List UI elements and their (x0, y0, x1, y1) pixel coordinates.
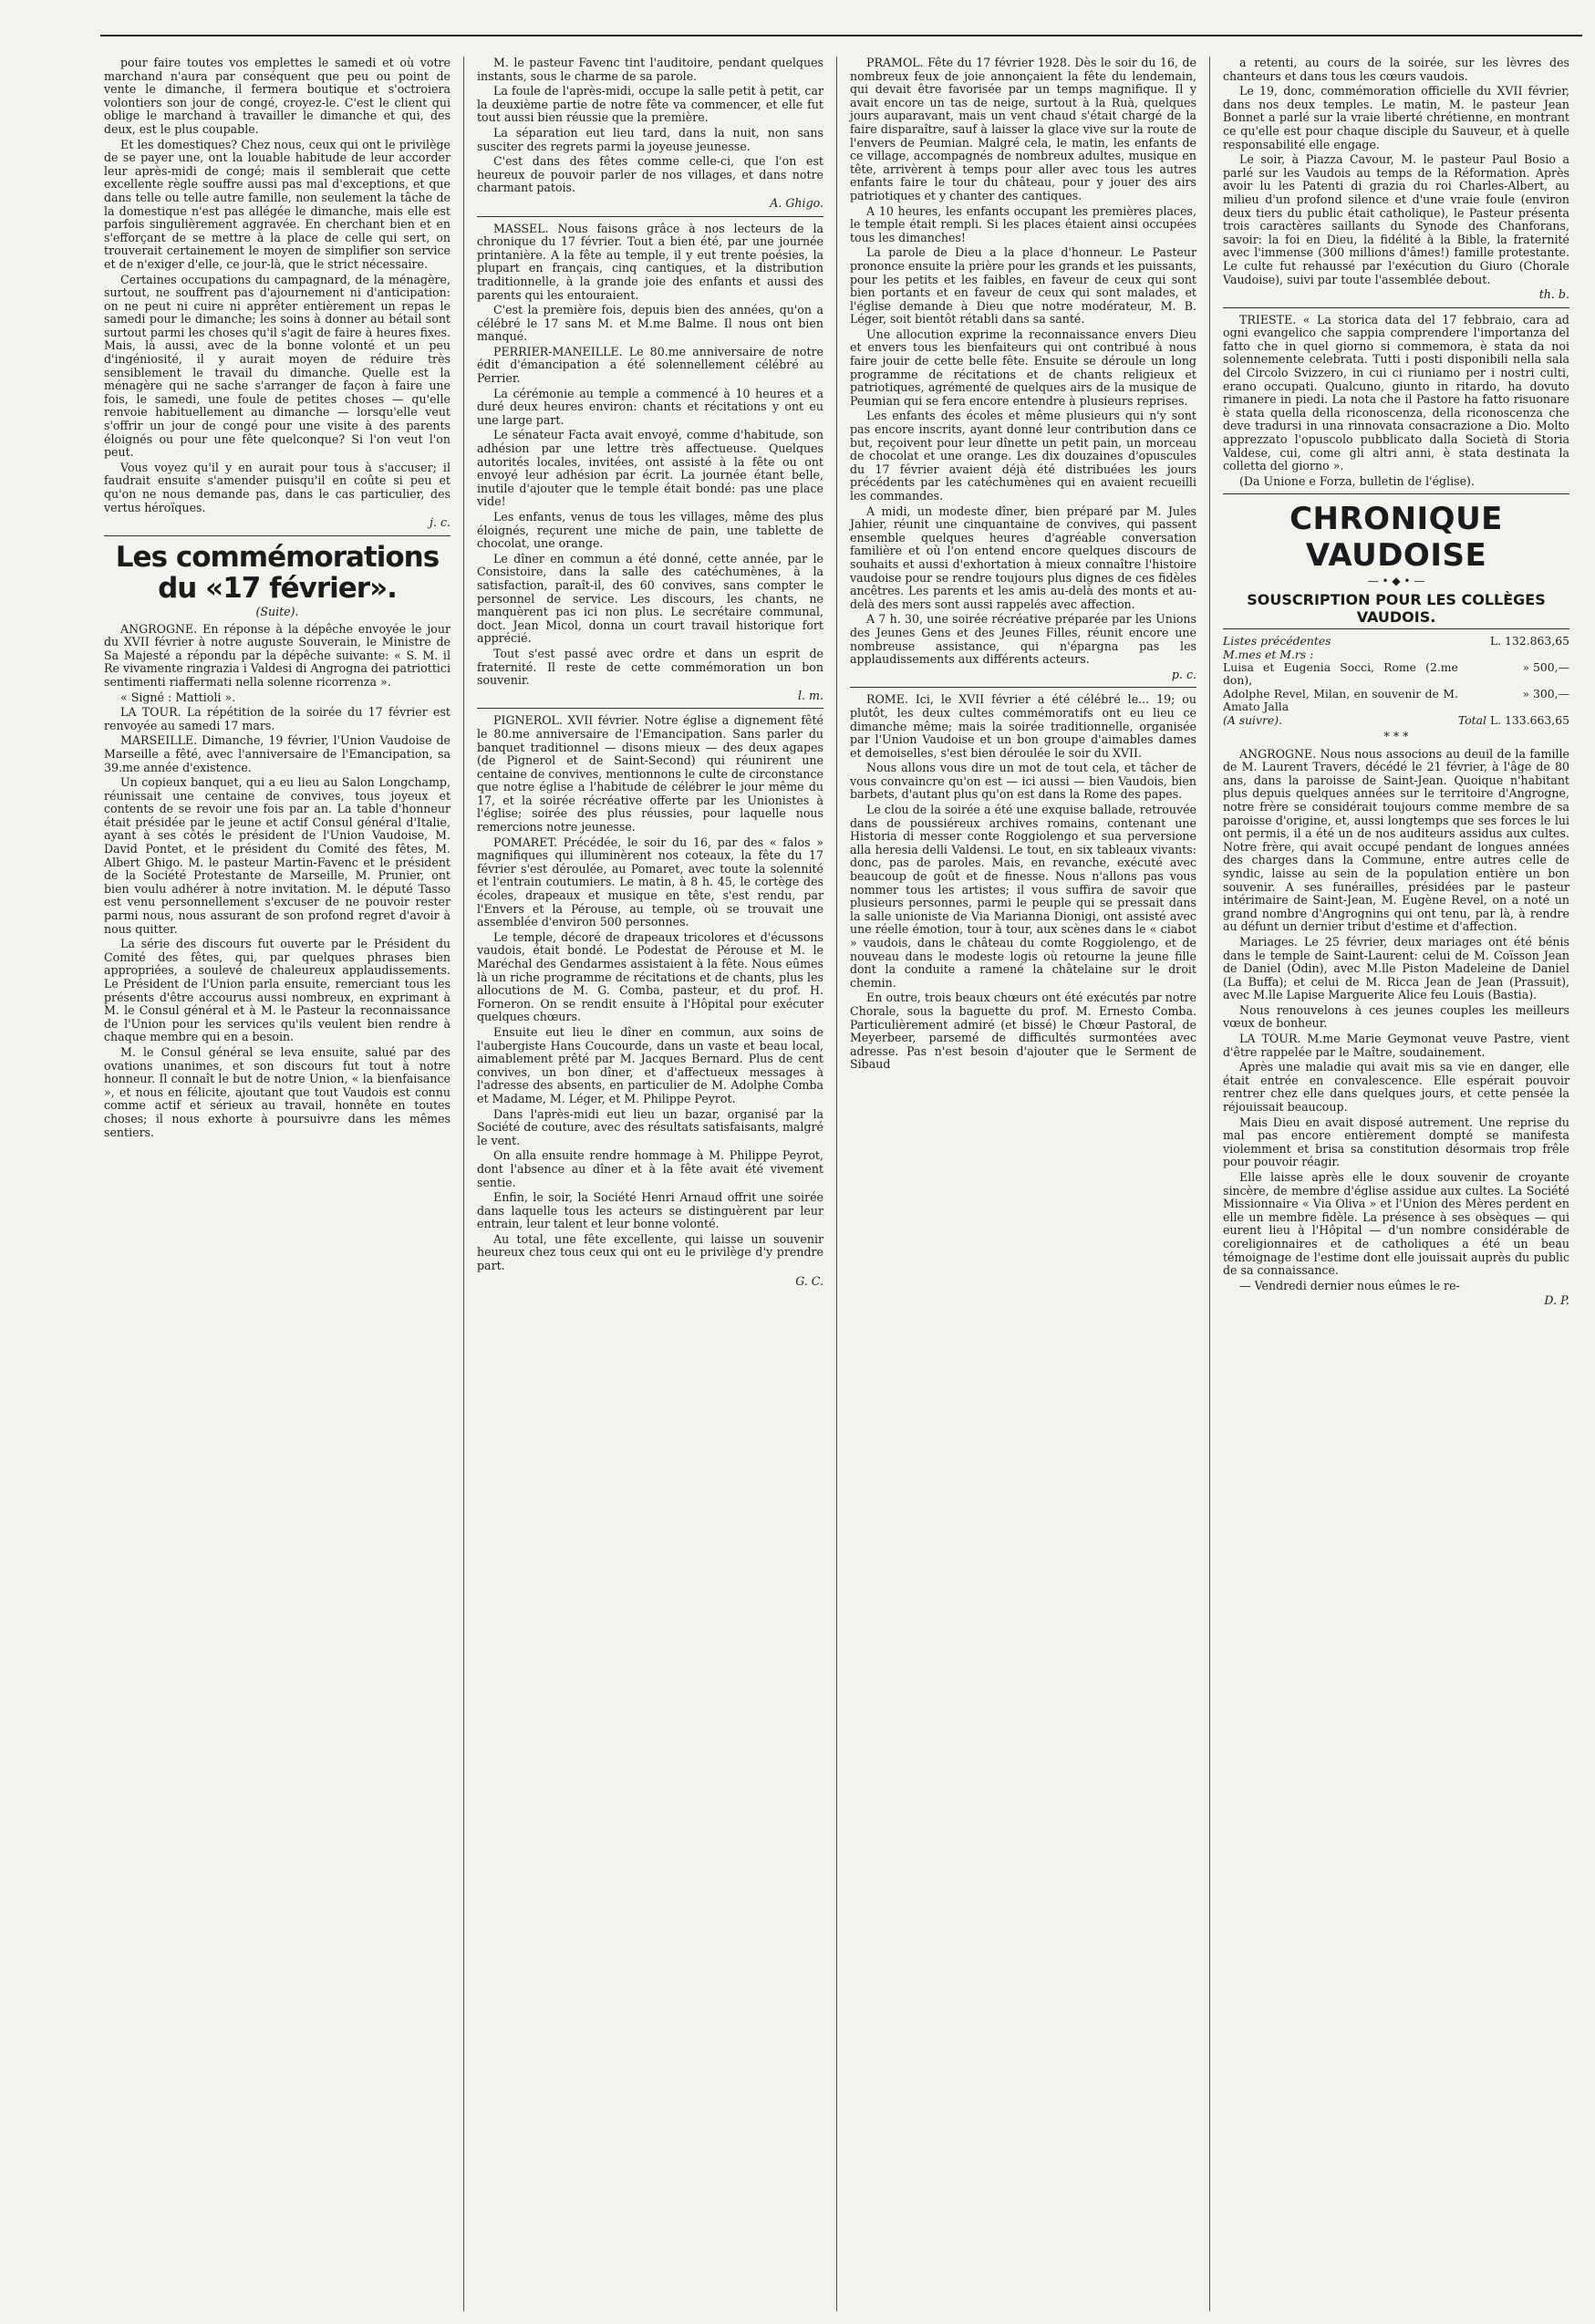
paragraph: Le soir, à Piazza Cavour, M. le pasteur Paul Bosio a parlé sur les Vaudois au temps de la Réformation. Après avoir lu les Patenti di grazia du roi Charles-Albert, au milieu d'un profond silence et d'une vraie foule (environ deux tiers du public était catholique), le Pasteur présenta trois caractères saillants du Synode des Chanforans, savoir: la foi en Dieu, la fidélité à la Bible, la fraternité avec l'immense (300 millions d'âmes!) famille protestante. Le culte fut rehaussé par l'exécution du Giuro (Chorale Vaudoise), suivi par toute l'assemblée debout. (1223, 152, 1569, 286)
suivre: (A suivre). (1223, 712, 1283, 727)
divider (477, 708, 823, 709)
subscription-amount: L. 132.863,65 (1489, 634, 1569, 648)
paragraph: C'est la première fois, depuis bien des années, qu'on a célébré le 17 sans M. et M.me Balme. Il nous ont bien manqué. (477, 303, 823, 344)
column-1 (100, 57, 463, 2311)
paragraph: Tout s'est passé avec ordre et dans un esprit de fraternité. Il reste de cette commémoration un bon souvenir. (477, 646, 823, 688)
paragraph: ROME. Ici, le XVII février a été célébré le... 19; ou plutôt, les deux cultes commémoratifs ont eu lieu ce dimanche même; mais la soirée traditionnelle, organisée par l'Union Vaudoise et un bon groupe d'aimables dames et demoiselles, s'est bien déroulée le soir du XVII. (850, 692, 1196, 760)
paragraph: a retenti, au cours de la soirée, sur les lèvres des chanteurs et dans tous les cœurs vaudois. (1223, 57, 1569, 83)
subscription-table (1223, 635, 1569, 727)
paragraph: Le dîner en commun a été donné, cette année, par le Consistoire, dans la salle des catéchumènes, à la satisfaction, paraît-il, des 60 convives, sans compter le personnel de service. Les discours, les chants, ne manquèrent pas ici non plus. Le secrétaire communal, doct. Jean Micol, donna un court travail historique fort apprécié. (477, 551, 823, 646)
paragraph: En outre, trois beaux chœurs ont été exécutés par notre Chorale, sous la baguette du prof. M. Ernesto Comba. Particulièrement admiré (et bissé) le Chœur Pastoral, de Meyerbeer, parsemé de difficultés surmontées avec adresse. Pas n'est besoin d'ajouter que le Serment de Sibaud (850, 991, 1196, 1072)
paragraph: Après une maladie qui avait mis sa vie en danger, elle était entrée en convalescence. Elle espérait pouvoir rentrer chez elle dans quelques jours, et cette pensée la réjouissait beaucoup. (1223, 1060, 1569, 1115)
paragraph: pour faire toutes vos emplettes le samedi et où votre marchand n'aura par conséquent que peu ou point de vente le dimanche, il fermera boutique et s'octroiera volontiers son jour de congé, croyez-le. C'est le client qui oblige le marchand à travailler le dimanche et qui, des deux, est le plus coupable. (104, 57, 451, 136)
paragraph: Au total, une fête excellente, qui laisse un souvenir heureux chez tous ceux qui ont eu le privilège d'y prendre part. (477, 1231, 823, 1273)
paragraph: Dans l'après-midi eut lieu un bazar, organisé par la Société de couture, avec des résultats satisfaisants, malgré le vent. (477, 1106, 823, 1147)
paragraph: Le temple, décoré de drapeaux tricolores et d'écussons vaudois, était bondé. Le Podestat de Pérouse et M. le Maréchal des Gendarmes assistaient à la fête. Nous eûmes là un riche programme de récitations et de chants, plus les allocutions de M. G. Comba, pasteur, et du prof. H. Forneron. On se rendit ensuite à l'Hôpital pour exécuter quelques chœurs. (477, 929, 823, 1024)
paragraph: PIGNEROL. XVII février. Notre église a dignement fêté le 80.me anniversaire de l'Emancipation. Sans parler du banquet traditionnel — disons mieux — des deux agapes (de Pignerol et de Saint-Second) qui réunirent une centaine de convives, mentionnons le culte de circonstance que notre église a l'habitude de célébrer le jour même du 17, et la soirée récréative offerte par les Unionistes à l'église; soirée des plus réussies, pour laquelle nous remercions notre jeunesse. (477, 713, 823, 835)
total-label: Total (1457, 712, 1486, 727)
col2-article-b (477, 223, 823, 688)
table-row (1223, 635, 1569, 648)
paragraph: Le sénateur Facta avait envoyé, comme d'habitude, son adhésion par une lettre très affectueuse. Quelques autorités locales, invitées, ont assisté à la fête ou ont envoyé leur adhésion par écrit. La journée étant belle, inutile d'ajouter que le temple était bondé: pas une place vide! (477, 428, 823, 509)
col3-article-a (850, 57, 1196, 667)
paragraph: — Vendredi dernier nous eûmes le re- (1239, 1278, 1460, 1292)
col3-article-b (850, 693, 1196, 1072)
section-stars: * * * (1383, 730, 1409, 744)
paragraph: TRIESTE. « La storica data del 17 febbraio, cara ad ogni evangelico che sappia comprendere l'importanza del fatto che in quel giorno si commemora, è stata da noi solennemente celebrata. Tutti i posti disponibili nella sala del Circolo Svizzero, in cui ci riuniamo per i nostri culti, erano occupati. Qualcuno, giunto in ritardo, ha dovuto rimanere in piedi. La nota che il Pastore ha fatto risuonare è stata quella della riconoscenza, della riconoscenza che deve tradursi in una rinnovata consacrazione a Dio. Molto apprezzato l'opuscolo pubblicato dalla Società di Storia Valdese, cui, come gli altri anni, è stata destinata la colletta del giorno ». (1223, 312, 1569, 473)
column-2 (463, 57, 836, 2311)
subscription-label: M.mes et M.rs : (1223, 647, 1314, 661)
paragraph: Nous renouvelons à ces jeunes couples les meilleurs vœux de bonheur. (1223, 1002, 1569, 1031)
columns (100, 57, 1582, 2311)
paragraph: Enfin, le soir, la Société Henri Arnaud offrit une soirée dans laquelle tous les acteurs se distinguèrent par leur entrain, leur talent et leur bonne volonté. (477, 1190, 823, 1231)
paragraph: On alla ensuite rendre hommage à M. Philippe Peyrot, dont l'absence au dîner et à la fête avait été vivement sentie. (477, 1148, 823, 1189)
subscription-donor: Adolphe Revel, Milan, en souvenir de M. Amato Jalla (1223, 686, 1458, 714)
paragraph: Mais Dieu en avait disposé autrement. Une reprise du mal pas encore entièrement dompté se manifesta violemment et brisa sa constitution désormais trop frêle pour pouvoir réagir. (1223, 1115, 1569, 1169)
col4-article-a (1223, 57, 1569, 286)
signature: j. c. (430, 515, 451, 530)
paragraph: C'est dans des fêtes comme celle-ci, que l'on est heureux de pouvoir parler de nos villages, et dans notre charmant patois. (477, 154, 823, 195)
paragraph: La foule de l'après-midi, occupe la salle petit à petit, car la deuxième partie de notre fête va commencer, et elle fut tout aussi bien réussie que la première. (477, 84, 823, 125)
paragraph: Un copieux banquet, qui a eu lieu au Salon Longchamp, réunissait une centaine de convives, tous joyeux et contents de se revoir une fois par an. La table d'honneur était présidée par le jeune et actif Consul général d'Italie, ayant à ses côtés le président de l'Union Vaudoise, M. David Pontet, et le président du Comité des fêtes, M. Albert Ghigo. M. le pasteur Martin-Favenc et le président de la Société Protestante de Marseille, M. Prunier, ont bien voulu adhérer à notre invitation. M. le député Tasso est venu personnellement s'excuser de ne pouvoir rester parmi nous, nous assurant de son profond regret d'avoir à nous quitter. (104, 775, 451, 936)
paragraph: La cérémonie au temple a commencé à 10 heures et a duré deux heures environ: chants et récitations y ont eu une large part. (477, 386, 823, 427)
signature: p. c. (1171, 667, 1196, 681)
col1-article-b (104, 623, 451, 1140)
col1-article-a (104, 57, 451, 514)
column-3 (836, 57, 1209, 2311)
chronique-title: CHRONIQUE VAUDOISE (1289, 501, 1503, 574)
paragraph: Les enfants, venus de tous les villages, même des plus éloignés, reçurent une miche de pain, une tablette de chocolat, une orange. (477, 510, 823, 551)
paragraph: A midi, un modeste dîner, bien préparé par M. Jules Jahier, réunit une cinquantaine de convives, qui passent ensemble quelques heures d'agréable conversation familière et où l'on entend encore quelques discours de souhaits et aussi d'exhortation à mieux connaître l'histoire vaudoise pour se rendre toujours plus dignes de ces fidèles ancêtres. Les parents et les amis au-delà des monts et au-delà des mers sont aussi rappelés avec affection. (850, 503, 1196, 611)
table-row (1223, 714, 1569, 727)
paragraph: A 10 heures, les enfants occupant les premières places, le temple était rempli. Si les places étaient ainsi occupées tous les dimanches! (850, 203, 1196, 244)
paragraph: Une allocution exprime la reconnaissance envers Dieu et envers tous les bienfaiteurs qui ont contribué à nous faire jouir de cette belle fête. Ensuite se déroule un long programme de récitations et de chants religieux et patriotiques, agrémenté de quelques airs de la musique de Peumian qui se fera encore entendre à plusieurs reprises. (850, 327, 1196, 408)
total-amount: L. 133.663,65 (1489, 712, 1569, 727)
divider (850, 687, 1196, 688)
paragraph: « Signé : Mattioli ». (120, 690, 236, 704)
paragraph: Les enfants des écoles et même plusieurs qui n'y sont pas encore inscrits, ayant donné leur contribution dans ce but, reçoivent pour leur dînette un petit pain, un morceau de chocolat et une orange. Les dix douzaines d'opuscules du 17 février avaient déjà été distribuées les jours précédents par les catéchumènes qui en avaient recueilli les commandes. (850, 409, 1196, 503)
paragraph: MASSEL. Nous faisons grâce à nos lecteurs de la chronique du 17 février. Tout a bien été, par une journée printanière. A la fête au temple, il y eut trente poésies, la plupart en français, cinq cantiques, et la distribution traditionnelle, à la grande joie des enfants et aussi des parents qui les entouraient. (477, 221, 823, 302)
commemorations-title: Les commémorations du «17 février». (115, 540, 440, 605)
paragraph: Et les domestiques? Chez nous, ceux qui ont le privilège de se payer une, ont la louable habitude de leur accorder leur après-midi de congé; mais il semblerait que cette excellente règle souffre aussi pas mal d'exceptions, et que dans telle ou telle autre famille, non seulement la tâche de la domestique n'est pas allégée le dimanche, mais elle est parfois singulièrement aggravée. En cherchant bien et en s'efforçant de se mettre à la place de celle qui sert, on trouverait certainement le moyen de simplifier son service et de n'exiger d'elle, ce jour-là, que le strict nécessaire. (104, 137, 451, 271)
paragraph: (Da Unione e Forza, bulletin de l'église). (1239, 473, 1475, 488)
col2-article-c (477, 714, 823, 1272)
paragraph: Mariages. Le 25 février, deux mariages ont été bénis dans le temple de Saint-Laurent: celui de M. Coïsson Jean de Daniel (Odin), avec M.lle Piston Madeleine de Daniel (La Buffa); et celui de M. Ricca Jean de Jean (Prassuit), avec M.lle Lapise Marguerite Alice feu Louis (Bastia). (1223, 934, 1569, 1002)
paragraph: La série des discours fut ouverte par le Président du Comité des fêtes, qui, par quelques phrases bien appropriées, a soulevé de chaleureux applaudissements. Le Président de l'Union parla ensuite, remerciant tous les présents d'être accourus aussi nombreux, en exprimant à M. le Consul général et à M. le Pasteur la reconnaissance de l'Union pour les services qu'ils veulent bien rendre à chaque membre qui en a besoin. (104, 937, 451, 1044)
column-4 (1209, 57, 1582, 2311)
subscription-amount: » 300,— (1522, 686, 1569, 700)
paragraph: PERRIER-MANEILLE. Le 80.me anniversaire de notre édit d'émancipation a été solennellement célébré au Perrier. (477, 344, 823, 386)
subscription-note (1223, 714, 1458, 727)
paragraph: Certaines occupations du campagnard, de la ménagère, surtout, ne souffrent pas d'ajournement ni d'anticipation: on ne peut ni cuire ni apprêter entièrement un repas le samedi pour le dimanche; les soins à donner au bétail sont surtout parmi les choses qu'il s'agit de faire à heures fixes. Mais, là aussi, avec de la bonne volonté et un peu d'ingéniosité, il y aurait moyen de réduire très sensiblement le travail du dimanche. Quelle est la ménagère qui ne sache s'arranger de façon à faire une fois, le samedi, une foule de petites choses — qu'elle renvoie habituellement au dimanche — lorsqu'elle veut s'offrir un jour de congé pour une visite à des parents éloignés ou pour une fête quelconque? Si l'on veut l'on peut. (104, 272, 451, 460)
header-rule (100, 35, 1582, 36)
table-row (1223, 661, 1569, 688)
paragraph: LA TOUR. M.me Marie Geymonat veuve Pastre, vient d'être rappelée par le Maître, soudainement. (1223, 1032, 1569, 1059)
paragraph: La parole de Dieu a la place d'honneur. Le Pasteur prononce ensuite la prière pour les grands et les puissants, pour les petits et les faibles, en faveur de ceux qui sont bien portants et en faveur de ceux qui sont malades, et l'église demande à Dieu que notre modérateur, M. B. Léger, soit bientôt rétabli dans sa santé. (850, 245, 1196, 327)
subscription-amount: » 500,— (1522, 660, 1569, 675)
signature: A. Ghigo. (770, 195, 823, 210)
paragraph: LA TOUR. La répétition de la soirée du 17 février est renvoyée au samedi 17 mars. (104, 705, 451, 732)
subscription-donor: Luisa et Eugenia Socci, Rome (2.me don), (1223, 660, 1458, 688)
paragraph: La séparation eut lieu tard, dans la nuit, non sans susciter des regrets parmi la joyeuse jeunesse. (477, 125, 823, 153)
divider (1223, 493, 1569, 494)
table-row (1223, 648, 1569, 661)
signature: D. P. (1544, 1293, 1569, 1308)
paragraph: ANGROGNE. En réponse à la dépêche envoyée le jour du XVII février à notre auguste Souverain, le Ministre de Sa Majesté a répondu par la dépêche suivante: « S. M. il Re vivamente ringrazia i Valdesi di Angrogna dei patriottici sentimenti riaffermati nella solenne ricorrenza ». (104, 621, 451, 689)
paragraph: A 7 h. 30, une soirée récréative préparée par les Unions des Jeunes Gens et des Jeunes Filles, réunit encore une nombreuse assistance, qui n'épargna pas les applaudissements aux différents acteurs. (850, 612, 1196, 667)
col4-article-b (1223, 314, 1569, 489)
paragraph: Elle laisse après elle le doux souvenir de croyante sincère, de membre d'église assidue aux cultes. La Société Missionnaire « Via Oliva » et l'Union des Mères perdent en elle un membre fidèle. La présence à ses obsèques — qui eurent lieu à l'Hôpital — d'un nombre considérable de coreligionnaires et de catholiques a été un beau témoignage de l'estime dont elle jouissait auprès du public de sa connaissance. (1223, 1170, 1569, 1278)
paragraph: M. le Consul général se leva ensuite, salué par des ovations unanimes, et son discours fut tout à notre honneur. Il connaît le but de notre Union, « la bienfaisance », et nous en félicite, ajoutant que tout Vaudois est connu comme actif et sérieux au travail, honnête en toutes choses; il nous exhorte à poursuivre dans les mêmes sentiers. (104, 1044, 451, 1139)
signature: th. b. (1538, 287, 1569, 302)
paragraph: Nous allons vous dire un mot de tout cela, et tâcher de vous convaincre qu'on est — ici aussi — bien Vaudois, bien barbets, d'autant plus qu'on est dans la Rome des papes. (850, 761, 1196, 802)
col2-article-a (477, 57, 823, 195)
paragraph: Vous voyez qu'il y en aurait pour tous à s'accuser; il faudrait ensuite s'amender puisqu'il en coûte si peu et qu'on ne nous demande pas, dans le cas particulier, des vertus héroïques. (104, 460, 451, 514)
paragraph: Le 19, donc, commémoration officielle du XVII février, dans nos deux temples. Le matin, M. le pasteur Jean Bonnet a parlé sur la vraie liberté chrétienne, en montrant ce qu'elle est pour chaque disciple du Sauveur, et à quelle responsabilité elle engage. (1223, 84, 1569, 151)
paragraph: M. le pasteur Favenc tint l'auditoire, pendant quelques instants, sous le charme de sa parole. (477, 57, 823, 83)
signature: l. m. (798, 688, 823, 702)
paragraph: MARSEILLE. Dimanche, 19 février, l'Union Vaudoise de Marseille a fêté, avec l'anniversaire de l'Emancipation, sa 39.me année d'existence. (104, 733, 451, 774)
paragraph: POMARET. Précédée, le soir du 16, par des « falos » magnifiques qui illuminèrent nos coteaux, la fête du 17 février s'est déroulée, au Pomaret, avec toute la solennité et l'entrain coutumiers. Le matin, à 8 h. 45, le cortège des écoles, drapeaux et musique en tête, s'est rendu, par l'Envers et la Pérouse, au temple, où se trouvait une assemblée d'environ 500 personnes. (477, 835, 823, 929)
paragraph: Ensuite eut lieu le dîner en commun, aux soins de l'aubergiste Hans Coucourde, dans un vaste et beau local, aimablement prêté par M. Jacques Bernard. Plus de cent convives, un bon dîner, et d'affectueux messages à l'adresse des absents, en particulier de M. Adolphe Comba et Madame, M. Léger, et M. Philippe Peyrot. (477, 1024, 823, 1105)
subscription-title: SOUSCRIPTION POUR LES COLLÈGES VAUDOIS. (1223, 592, 1569, 629)
paragraph: Le clou de la soirée a été une exquise ballade, retrouvée dans de poussiéreux archives romains, contenant une Historia di messer conte Roggiolengo et sua perversione alla heresia delli Valdensi. Le tout, en six tableaux vivants: donc, pas de paroles. Mais, en revanche, exécuté avec beaucoup de goût et de finesse. Nous n'allons pas vous nommer tous les artistes; il vous suffira de savoir que plusieurs personnes, parmi le peuple qui se pressait dans la salle unioniste de Via Marianna Dionigi, ont assisté avec une réelle émotion, tour à tour, aux scènes dans le « ciabot » vaudois, dans le château du comte Roggiolengo, et de nouveau dans le modeste logis où retourne la jeune fille dont la conduite a ramené la châtelaine sur le droit chemin. (850, 803, 1196, 990)
subscription-total (1458, 714, 1569, 727)
divider (1223, 307, 1569, 308)
paragraph: ANGROGNE. Nous nous associons au deuil de la famille de M. Laurent Travers, décédé le 21 février, à l'âge de 80 ans, dans la paroisse de Saint-Jean. Quoique n'habitant plus depuis quelques années sur le territoire d'Angrogne, notre frère se considérait toujours comme membre de sa paroisse d'origine, et, aussi longtemps que ses forces le lui ont permis, il a été un de nos auditeurs assidus aux cultes. Notre frère, qui avait occupé pendant de longues années des charges dans la Commune, entre autres celle de syndic, laisse au sein de la population entière un bon souvenir. A ses funérailles, présidées par le pasteur intérimaire de Saint-Jean, M. Eugène Revel, on a noté un grand nombre d'Angrognins qui ont tenu, par là, à rendre au défunt un dernier tribut d'estime et d'affection. (1223, 746, 1569, 934)
col4-article-c (1223, 748, 1569, 1293)
paragraph: PRAMOL. Fête du 17 février 1928. Dès le soir du 16, de nombreux feux de joie annonçaient la fête du lendemain, qui devait être favorisée par un temps magnifique. Il y avait encore un tas de neige, surtout à la Ruà, quelques jours auparavant, mais un vent chaud s'était chargé de la faire disparaître, sauf à laisser la glace vive sur la route de l'envers de Peumian. Malgré cela, le matin, les enfants de ce village, accompagnés de nombreux adultes, musique en tête, arrivèrent à temps pour aller avec tous les autres enfants faire le tour du château, pour y jouer des airs patriotiques et y chanter des cantiques. (850, 57, 1196, 202)
ornament: — • ◆ • — (1367, 575, 1425, 588)
divider (104, 535, 451, 536)
divider (477, 216, 823, 217)
signature: G. C. (795, 1273, 823, 1288)
table-row (1223, 688, 1569, 714)
commemorations-subtitle: (Suite). (255, 604, 299, 618)
subscription-label: Listes précédentes (1223, 634, 1331, 648)
